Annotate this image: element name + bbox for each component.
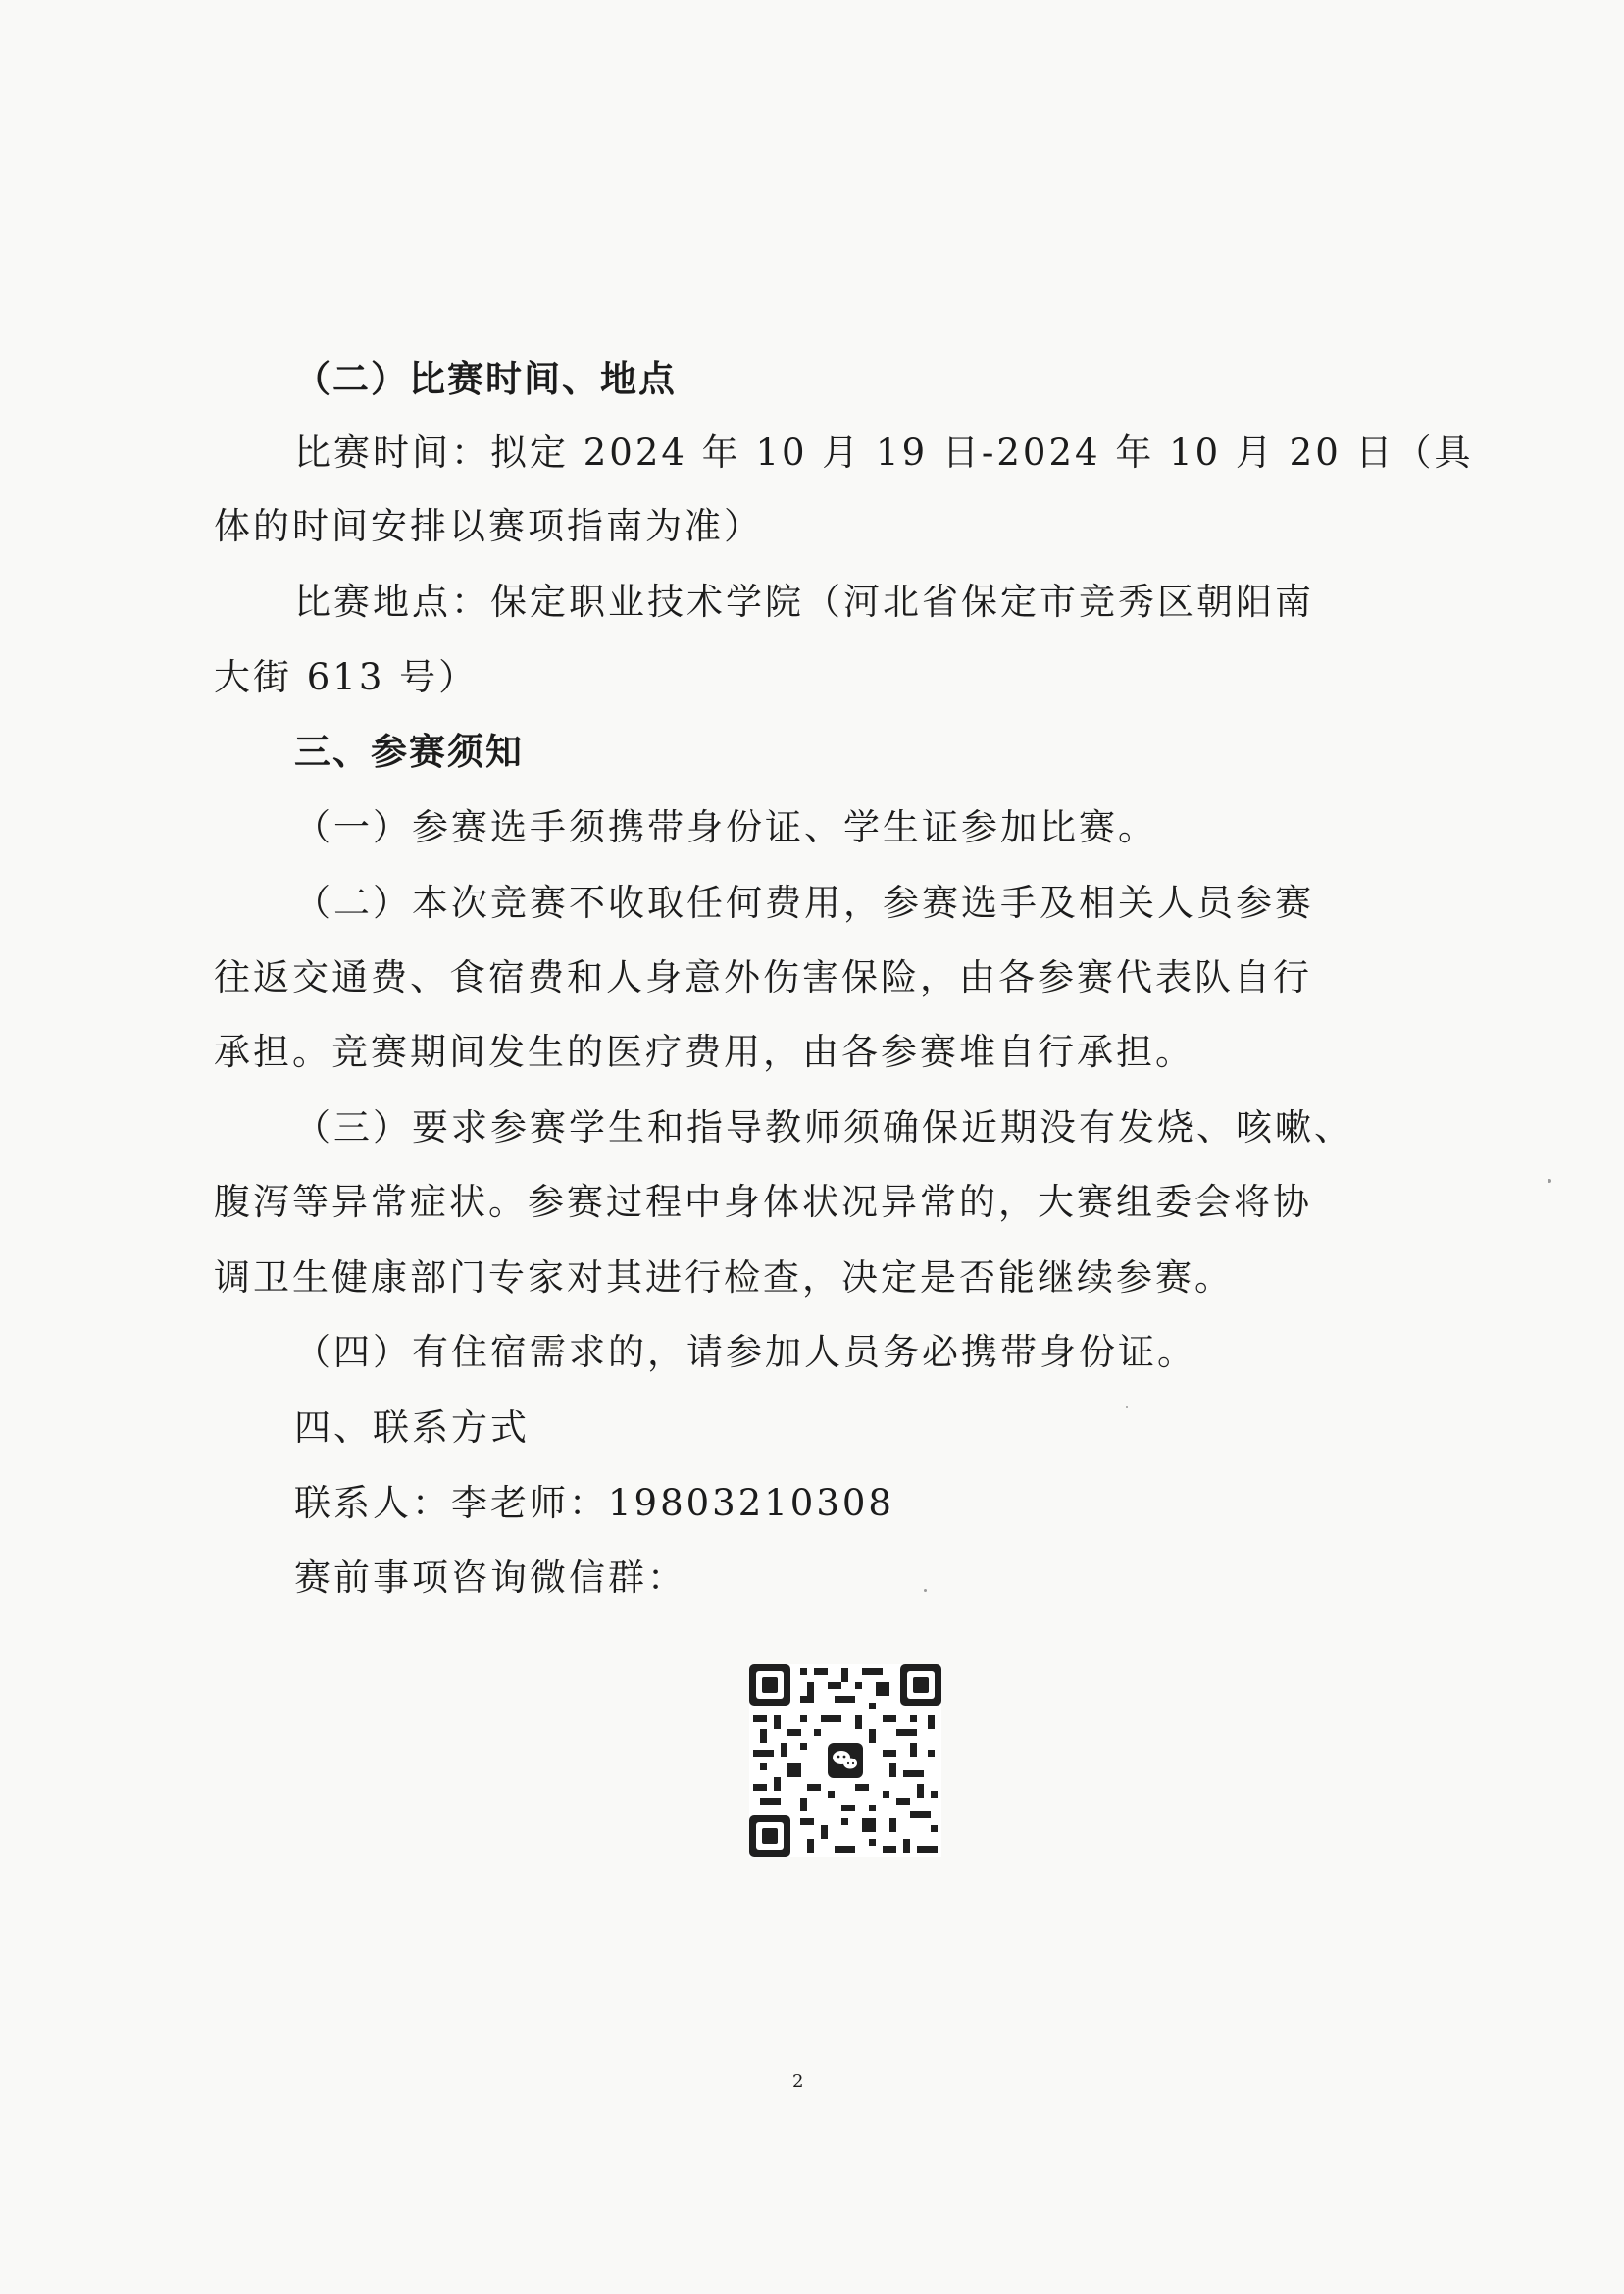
- page-number: 2: [792, 2071, 804, 2092]
- notice-3-line-1: （三）要求参赛学生和指导教师须确保近期没有发烧、咳嗽、: [294, 1106, 1353, 1148]
- scan-speck: [1548, 1179, 1551, 1183]
- section-4-heading: 四、联系方式: [294, 1406, 530, 1449]
- scan-speck: [1126, 1406, 1128, 1408]
- notice-2-line-3: 承担。竞赛期间发生的医疗费用，由各参赛堆自行承担。: [214, 1031, 1194, 1073]
- contact-line: 联系人：李老师：19803210308: [294, 1482, 894, 1524]
- notice-3-line-2: 腹泻等异常症状。参赛过程中身体状况异常的，大赛组委会将协: [214, 1181, 1312, 1223]
- notice-2-line-1: （二）本次竞赛不收取任何费用，参赛选手及相关人员参赛: [294, 882, 1314, 924]
- wechat-qr-code-icon: [749, 1664, 941, 1857]
- notice-2-line-2: 往返交通费、食宿费和人身意外伤害保险，由各参赛代表队自行: [214, 956, 1312, 998]
- section-2-heading: （二）比赛时间、地点: [294, 358, 677, 400]
- time-line-2: 体的时间安排以赛项指南为准）: [214, 505, 763, 547]
- notice-4: （四）有住宿需求的，请参加人员务必携带身份证。: [294, 1331, 1196, 1373]
- place-line-1: 比赛地点：保定职业技术学院（河北省保定市竞秀区朝阳南: [294, 581, 1314, 623]
- wechat-group-label: 赛前事项咨询微信群：: [294, 1556, 686, 1599]
- time-line-1: 比赛时间：拟定 2024 年 10 月 19 日-2024 年 10 月 20 日（具: [294, 432, 1474, 474]
- place-line-2: 大街 613 号）: [214, 656, 479, 698]
- notice-3-line-3: 调卫生健康部门专家对其进行检查，决定是否能继续参赛。: [214, 1256, 1234, 1299]
- section-3-heading: 三、参赛须知: [294, 731, 524, 773]
- scan-speck: [924, 1589, 927, 1592]
- notice-1: （一）参赛选手须携带身份证、学生证参加比赛。: [294, 806, 1157, 848]
